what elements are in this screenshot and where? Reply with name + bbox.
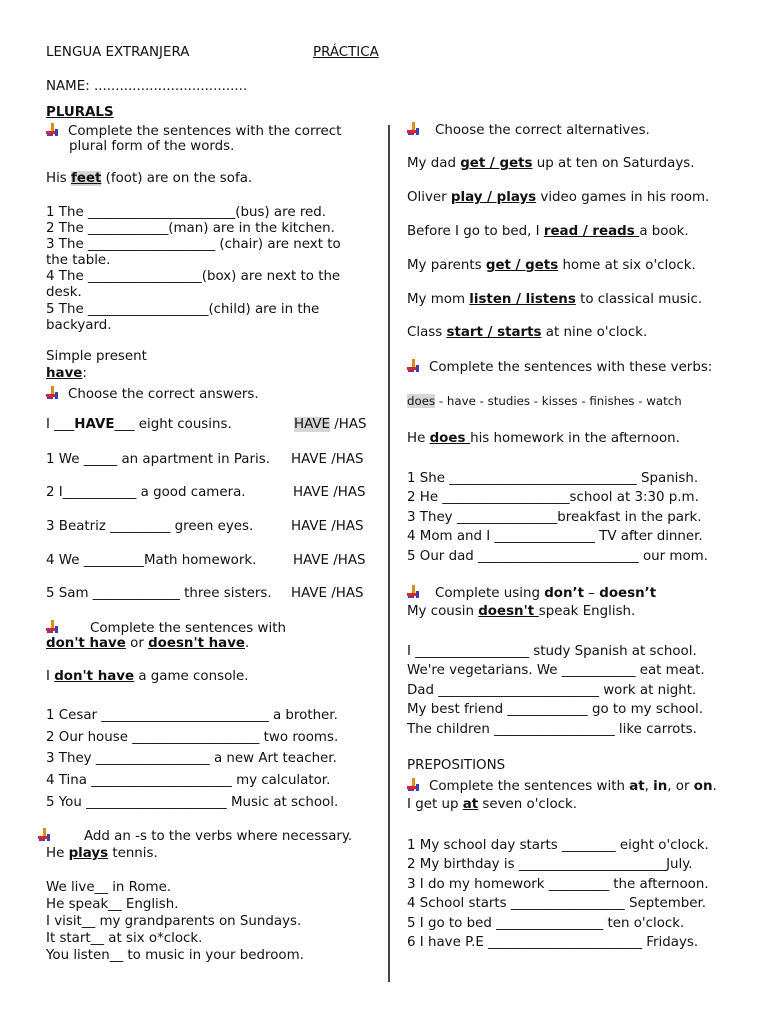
bullet-icon <box>407 359 421 373</box>
neg-example: My cousin doesn't speak English. <box>407 604 636 619</box>
alt-instruction: Choose the correct alternatives. <box>407 122 650 138</box>
plurals-items <box>46 205 341 334</box>
alt-item[interactable]: My dad get / gets up at ten on Saturdays. <box>407 156 695 171</box>
alt-item[interactable]: Oliver play / plays video games in his room. <box>407 190 710 205</box>
have-item[interactable]: 1 We _____ an apartment in Paris. <box>46 452 270 467</box>
have-item-options[interactable]: HAVE /HAS <box>293 485 366 500</box>
plurals-item-cont: backyard. <box>46 317 112 333</box>
prep-item[interactable]: 4 School starts _________________ September. <box>407 896 707 912</box>
s-example: He plays tennis. <box>46 846 158 861</box>
plurals-item[interactable]: 3 The ___________________ (chair) are next to <box>46 237 341 253</box>
bullet-icon <box>46 386 60 400</box>
dont-options: don't have or doesn't have. <box>46 636 250 651</box>
bullet-icon <box>38 828 52 842</box>
subject-title: LENGUA EXTRANJERA <box>46 45 190 60</box>
have-item[interactable]: 2 I___________ a good camera. <box>46 485 246 500</box>
plurals-item[interactable]: 4 The _________________(box) are next to the <box>46 269 341 285</box>
plurals-item[interactable]: 5 The __________________(child) are in the <box>46 301 320 317</box>
plurals-item-cont: desk. <box>46 285 82 301</box>
prep-instruction: Complete the sentences with at, in, or on. <box>407 778 717 794</box>
have-heading: have: <box>46 366 87 381</box>
have-item-options[interactable]: HAVE /HAS <box>291 519 364 534</box>
plurals-instruction: Complete the sentences with the correct plural form of the words. <box>46 123 341 154</box>
prep-item[interactable]: 6 I have P.E _______________________ Fridays. <box>407 935 699 951</box>
prepositions-heading: PREPOSITIONS <box>407 758 506 773</box>
prep-item[interactable]: 1 My school day starts ________ eight o'clock. <box>407 838 709 853</box>
verbs-item[interactable]: 1 She ____________________________ Spanish. <box>407 471 699 486</box>
neg-instruction: Complete using don’t – doesn’t <box>407 585 656 601</box>
verbs-list: does - have - studies - kisses - finishes - watch <box>407 394 682 408</box>
name-field[interactable]: NAME: .................................... <box>46 79 248 94</box>
dont-example: I don't have a game console. <box>46 669 249 684</box>
bullet-icon <box>407 585 421 599</box>
plurals-item[interactable]: 1 The ______________________(bus) are red. <box>46 205 327 220</box>
have-item-options[interactable]: HAVE /HAS <box>293 553 366 568</box>
s-item[interactable]: I visit__ my grandparents on Sundays. <box>46 914 302 929</box>
alt-item[interactable]: Before I go to bed, I read / reads a book. <box>407 224 689 239</box>
verbs-item[interactable]: 4 Mom and I _______________ TV after dinner. <box>407 529 703 545</box>
have-example: I ___HAVE___ eight cousins. <box>46 417 232 432</box>
have-example-options: HAVE /HAS <box>294 417 367 432</box>
practice-title: PRÁCTICA <box>313 45 379 60</box>
have-item-options[interactable]: HAVE /HAS <box>291 452 364 467</box>
have-item[interactable]: 3 Beatriz _________ green eyes. <box>46 519 254 534</box>
verbs-example: He does his homework in the afternoon. <box>407 431 680 446</box>
bullet-icon <box>46 620 60 634</box>
alt-item[interactable]: Class start / starts at nine o'clock. <box>407 325 648 340</box>
neg-item[interactable]: The children __________________ like carrots. <box>407 721 697 737</box>
have-item-options[interactable]: HAVE /HAS <box>291 586 364 601</box>
bullet-icon <box>407 778 421 792</box>
column-divider <box>388 125 390 982</box>
verbs-item[interactable]: 3 They _______________breakfast in the park. <box>407 509 702 525</box>
plurals-example: His feet (foot) are on the sofa. <box>46 171 253 186</box>
neg-item[interactable]: I _________________ study Spanish at school. <box>407 644 697 659</box>
dont-item[interactable]: 5 You _____________________ Music at school. <box>46 794 339 810</box>
s-instruction: Add an -s to the verbs where necessary. <box>38 828 352 844</box>
dont-item[interactable]: 4 Tina _____________________ my calculator. <box>46 773 331 789</box>
s-item[interactable]: It start__ at six o*clock. <box>46 931 203 946</box>
s-item[interactable]: You listen__ to music in your bedroom. <box>46 948 304 963</box>
s-item[interactable]: We live__ in Rome. <box>46 880 172 895</box>
plurals-item-cont: the table. <box>46 253 111 269</box>
dont-item[interactable]: 1 Cesar _________________________ a brother. <box>46 708 338 723</box>
verbs-items <box>407 469 708 566</box>
s-items <box>46 879 304 964</box>
prep-example: I get up at seven o'clock. <box>407 797 578 812</box>
verbs-instruction: Complete the sentences with these verbs: <box>407 359 712 375</box>
plurals-heading: PLURALS <box>46 105 114 120</box>
alt-item[interactable]: My mom listen / listens to classical music. <box>407 292 703 307</box>
neg-item[interactable]: Dad ________________________ work at night. <box>407 682 697 698</box>
prep-item[interactable]: 2 My birthday is ______________________July. <box>407 857 693 873</box>
dont-item[interactable]: 2 Our house ___________________ two rooms. <box>46 729 339 745</box>
have-item[interactable]: 5 Sam _____________ three sisters. <box>46 586 272 601</box>
dont-instruction: Complete the sentences with <box>46 620 286 636</box>
plurals-item[interactable]: 2 The ____________(man) are in the kitchen. <box>46 221 335 237</box>
bullet-icon <box>46 123 60 137</box>
have-instruction: Choose the correct answers. <box>46 386 259 402</box>
have-item[interactable]: 4 We _________Math homework. <box>46 553 257 568</box>
dont-item[interactable]: 3 They _________________ a new Art teacher. <box>46 751 337 767</box>
dont-items <box>46 705 338 814</box>
verbs-item[interactable]: 2 He ___________________school at 3:30 p.m. <box>407 490 699 506</box>
prep-items <box>407 836 709 952</box>
simple-present-label: Simple present <box>46 349 147 364</box>
s-item[interactable]: He speak__ English. <box>46 897 179 912</box>
neg-item[interactable]: We're vegetarians. We ___________ eat meat. <box>407 663 705 679</box>
bullet-icon <box>407 122 421 136</box>
neg-items <box>407 642 705 739</box>
neg-item[interactable]: My best friend ____________ go to my school. <box>407 702 704 718</box>
alt-item[interactable]: My parents get / gets home at six o'clock. <box>407 258 696 273</box>
verbs-item[interactable]: 5 Our dad ________________________ our mom. <box>407 548 708 564</box>
prep-item[interactable]: 3 I do my homework _________ the afternoon. <box>407 876 709 892</box>
prep-item[interactable]: 5 I go to bed ________________ ten o'clock. <box>407 915 685 931</box>
